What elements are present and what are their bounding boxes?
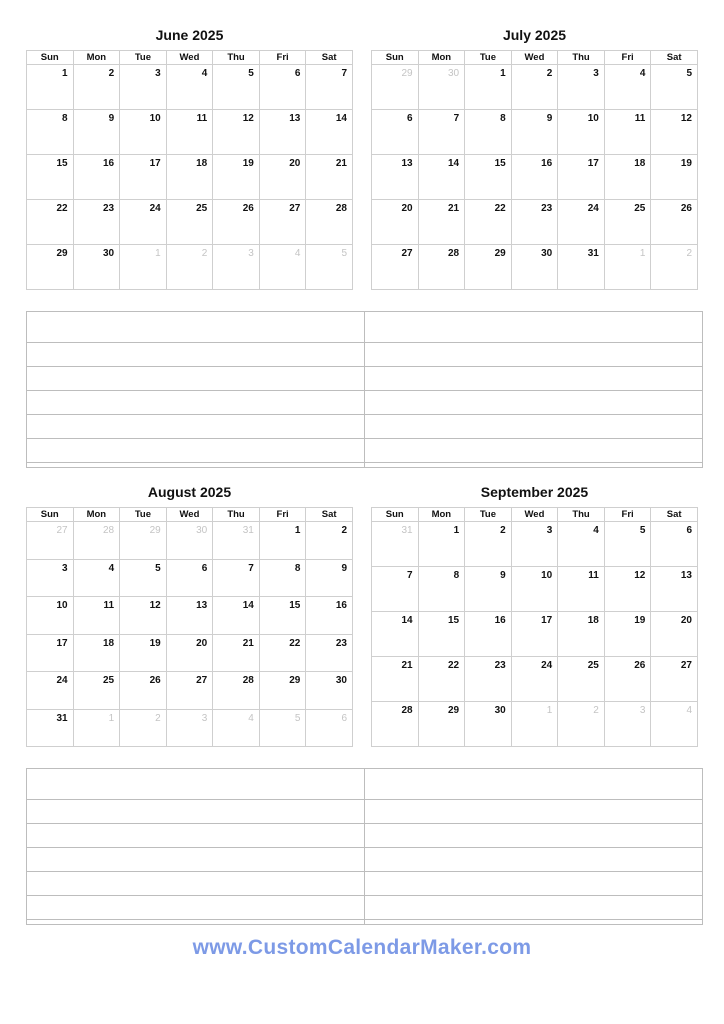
day-cell[interactable]: 27 [651, 657, 698, 702]
day-cell[interactable]: 18 [604, 155, 651, 200]
day-cell[interactable]: 25 [166, 200, 213, 245]
week-row [372, 155, 698, 200]
notes-line[interactable] [364, 367, 702, 390]
day-cell[interactable]: 7 [372, 567, 419, 612]
weekday-header: Sat [306, 508, 353, 522]
day-cell-adjacent-month[interactable]: 5 [306, 245, 353, 290]
day-cell[interactable]: 19 [651, 155, 698, 200]
day-cell[interactable]: 10 [511, 567, 558, 612]
day-cell-adjacent-month[interactable]: 6 [306, 709, 353, 747]
weekday-header: Sat [306, 51, 353, 65]
day-cell[interactable]: 21 [418, 200, 465, 245]
weekday-header: Wed [511, 51, 558, 65]
day-cell-adjacent-month[interactable]: 30 [418, 65, 465, 110]
day-cell[interactable]: 13 [259, 110, 306, 155]
day-cell[interactable]: 26 [604, 657, 651, 702]
month-grid [371, 507, 698, 747]
calendar-july [371, 24, 698, 290]
week-row [27, 597, 353, 635]
week-row [27, 559, 353, 597]
month-title: August 2025 [147, 484, 232, 500]
notes-line[interactable] [27, 824, 364, 847]
notes-area-top [26, 311, 703, 468]
week-row [372, 110, 698, 155]
week-row [27, 709, 353, 747]
weekday-header: Sun [27, 508, 74, 522]
day-cell[interactable]: 21 [213, 634, 260, 672]
day-cell[interactable]: 20 [651, 612, 698, 657]
month-title: July 2025 [502, 27, 567, 43]
week-row [372, 702, 698, 747]
week-row [27, 522, 353, 560]
day-cell[interactable]: 28 [306, 200, 353, 245]
day-cell[interactable]: 9 [511, 110, 558, 155]
weekday-header: Wed [166, 51, 213, 65]
day-cell[interactable]: 6 [166, 559, 213, 597]
day-cell[interactable]: 19 [213, 155, 260, 200]
day-cell[interactable]: 13 [372, 155, 419, 200]
day-cell[interactable]: 29 [418, 702, 465, 747]
day-cell[interactable]: 28 [418, 245, 465, 290]
notes-line[interactable] [27, 367, 364, 390]
day-cell[interactable]: 14 [213, 597, 260, 635]
weekday-header: Wed [166, 508, 213, 522]
notes-line[interactable] [364, 920, 702, 924]
day-cell[interactable]: 30 [73, 245, 120, 290]
day-cell-adjacent-month[interactable]: 3 [604, 702, 651, 747]
week-row [372, 522, 698, 567]
weekday-header: Sun [27, 51, 74, 65]
day-cell[interactable]: 17 [27, 634, 74, 672]
week-row [372, 657, 698, 702]
day-cell[interactable]: 17 [558, 155, 605, 200]
weekday-header: Sun [372, 51, 419, 65]
week-row [372, 567, 698, 612]
day-cell[interactable]: 23 [511, 200, 558, 245]
day-cell[interactable]: 16 [73, 155, 120, 200]
day-cell[interactable]: 27 [372, 245, 419, 290]
week-row [27, 65, 353, 110]
notes-line[interactable] [364, 824, 702, 847]
calendar-september [371, 481, 698, 747]
day-cell[interactable]: 7 [213, 559, 260, 597]
calendar-august [26, 481, 353, 747]
notes-line[interactable] [27, 343, 364, 366]
day-cell[interactable]: 11 [558, 567, 605, 612]
day-cell[interactable]: 28 [213, 672, 260, 710]
notes-line[interactable] [27, 896, 364, 919]
day-cell[interactable]: 23 [306, 634, 353, 672]
weekday-header: Wed [511, 508, 558, 522]
day-cell[interactable]: 15 [27, 155, 74, 200]
week-row [27, 634, 353, 672]
day-cell[interactable]: 19 [604, 612, 651, 657]
weekday-header: Fri [604, 51, 651, 65]
day-cell-adjacent-month[interactable]: 3 [213, 245, 260, 290]
day-cell-adjacent-month[interactable]: 1 [511, 702, 558, 747]
day-cell[interactable]: 17 [120, 155, 167, 200]
day-cell[interactable]: 26 [651, 200, 698, 245]
weekday-header: Mon [73, 51, 120, 65]
day-cell[interactable]: 9 [465, 567, 512, 612]
day-cell[interactable]: 2 [511, 65, 558, 110]
day-cell[interactable]: 26 [120, 672, 167, 710]
day-cell[interactable]: 3 [27, 559, 74, 597]
notes-line[interactable] [27, 769, 364, 799]
day-cell[interactable]: 15 [418, 612, 465, 657]
day-cell[interactable]: 23 [465, 657, 512, 702]
day-cell[interactable]: 24 [558, 200, 605, 245]
day-cell[interactable]: 1 [418, 522, 465, 567]
day-cell[interactable]: 15 [465, 155, 512, 200]
day-cell[interactable]: 4 [73, 559, 120, 597]
day-cell[interactable]: 5 [651, 65, 698, 110]
day-cell[interactable]: 2 [73, 65, 120, 110]
month-grid [371, 50, 698, 290]
week-row [372, 200, 698, 245]
weekday-header: Fri [259, 51, 306, 65]
notes-line[interactable] [27, 848, 364, 871]
day-cell[interactable]: 4 [604, 65, 651, 110]
day-cell[interactable]: 15 [259, 597, 306, 635]
weekday-header: Tue [120, 51, 167, 65]
weekday-header: Sat [651, 51, 698, 65]
day-cell[interactable]: 22 [465, 200, 512, 245]
day-cell[interactable]: 11 [166, 110, 213, 155]
day-cell-adjacent-month[interactable]: 2 [651, 245, 698, 290]
day-cell[interactable]: 12 [120, 597, 167, 635]
notes-line[interactable] [364, 896, 702, 919]
day-cell-adjacent-month[interactable]: 3 [166, 709, 213, 747]
weekday-header: Thu [558, 51, 605, 65]
week-row [27, 672, 353, 710]
day-cell[interactable]: 18 [73, 634, 120, 672]
day-cell[interactable]: 20 [259, 155, 306, 200]
day-cell-adjacent-month[interactable]: 4 [213, 709, 260, 747]
day-cell-adjacent-month[interactable]: 29 [120, 522, 167, 560]
day-cell[interactable]: 9 [306, 559, 353, 597]
day-cell[interactable]: 10 [120, 110, 167, 155]
notes-line[interactable] [27, 391, 364, 414]
weekday-header: Tue [465, 51, 512, 65]
day-cell[interactable]: 31 [27, 709, 74, 747]
weekday-header: Mon [418, 508, 465, 522]
day-cell-adjacent-month[interactable]: 4 [259, 245, 306, 290]
day-cell[interactable]: 21 [372, 657, 419, 702]
day-cell[interactable]: 30 [511, 245, 558, 290]
month-title: June 2025 [155, 27, 224, 43]
day-cell[interactable]: 4 [558, 522, 605, 567]
footer-website-link[interactable]: www.CustomCalendarMaker.com [192, 936, 532, 959]
day-cell[interactable]: 8 [418, 567, 465, 612]
day-cell[interactable]: 22 [418, 657, 465, 702]
notes-line[interactable] [364, 872, 702, 895]
day-cell-adjacent-month[interactable]: 2 [166, 245, 213, 290]
day-cell[interactable]: 20 [372, 200, 419, 245]
day-cell[interactable]: 1 [27, 65, 74, 110]
weekday-header: Thu [213, 508, 260, 522]
day-cell[interactable]: 11 [604, 110, 651, 155]
day-cell[interactable]: 10 [27, 597, 74, 635]
day-cell[interactable]: 7 [306, 65, 353, 110]
weekday-header: Fri [604, 508, 651, 522]
day-cell[interactable]: 5 [120, 559, 167, 597]
week-row [27, 155, 353, 200]
day-cell-adjacent-month[interactable]: 1 [120, 245, 167, 290]
weekday-header: Sat [651, 508, 698, 522]
day-cell[interactable]: 24 [511, 657, 558, 702]
weekday-header: Mon [418, 51, 465, 65]
day-cell-adjacent-month[interactable]: 31 [372, 522, 419, 567]
day-cell[interactable]: 2 [306, 522, 353, 560]
day-cell[interactable]: 13 [166, 597, 213, 635]
day-cell-adjacent-month[interactable]: 31 [213, 522, 260, 560]
weekday-header: Thu [213, 51, 260, 65]
day-cell[interactable]: 16 [306, 597, 353, 635]
day-cell[interactable]: 1 [465, 65, 512, 110]
weekday-header-row [27, 51, 353, 65]
day-cell[interactable]: 6 [259, 65, 306, 110]
day-cell[interactable]: 25 [558, 657, 605, 702]
day-cell[interactable]: 9 [73, 110, 120, 155]
notes-line[interactable] [27, 800, 364, 823]
day-cell[interactable]: 5 [213, 65, 260, 110]
notes-line[interactable] [27, 415, 364, 438]
weekday-header-row [372, 51, 698, 65]
day-cell-adjacent-month[interactable]: 2 [558, 702, 605, 747]
day-cell[interactable]: 22 [259, 634, 306, 672]
day-cell[interactable]: 28 [372, 702, 419, 747]
day-cell[interactable]: 20 [166, 634, 213, 672]
day-cell[interactable]: 29 [465, 245, 512, 290]
day-cell[interactable]: 21 [306, 155, 353, 200]
day-cell[interactable]: 7 [418, 110, 465, 155]
day-cell[interactable]: 16 [511, 155, 558, 200]
day-cell[interactable]: 3 [558, 65, 605, 110]
day-cell[interactable]: 3 [511, 522, 558, 567]
day-cell[interactable]: 22 [27, 200, 74, 245]
calendar-june [26, 24, 353, 290]
day-cell[interactable]: 26 [213, 200, 260, 245]
day-cell-adjacent-month[interactable]: 5 [259, 709, 306, 747]
notes-line[interactable] [364, 848, 702, 871]
day-cell[interactable]: 8 [465, 110, 512, 155]
day-cell-adjacent-month[interactable]: 1 [604, 245, 651, 290]
week-row [372, 65, 698, 110]
weekday-header-row [27, 508, 353, 522]
notes-line[interactable] [364, 800, 702, 823]
notes-line[interactable] [364, 415, 702, 438]
day-cell[interactable]: 29 [259, 672, 306, 710]
notes-area-bottom [26, 768, 703, 925]
day-cell[interactable]: 1 [259, 522, 306, 560]
day-cell[interactable]: 6 [372, 110, 419, 155]
day-cell[interactable]: 18 [558, 612, 605, 657]
day-cell[interactable]: 24 [120, 200, 167, 245]
day-cell[interactable]: 30 [465, 702, 512, 747]
weekday-header: Tue [465, 508, 512, 522]
day-cell[interactable]: 27 [259, 200, 306, 245]
notes-line[interactable] [27, 872, 364, 895]
notes-line[interactable] [364, 391, 702, 414]
day-cell[interactable]: 4 [166, 65, 213, 110]
day-cell[interactable]: 31 [558, 245, 605, 290]
day-cell[interactable]: 12 [213, 110, 260, 155]
day-cell[interactable]: 8 [27, 110, 74, 155]
day-cell[interactable]: 16 [465, 612, 512, 657]
day-cell-adjacent-month[interactable]: 28 [73, 522, 120, 560]
notes-line[interactable] [364, 312, 702, 342]
day-cell-adjacent-month[interactable]: 2 [120, 709, 167, 747]
day-cell[interactable]: 24 [27, 672, 74, 710]
day-cell[interactable]: 13 [651, 567, 698, 612]
day-cell[interactable]: 18 [166, 155, 213, 200]
day-cell[interactable]: 30 [306, 672, 353, 710]
day-cell[interactable]: 23 [73, 200, 120, 245]
day-cell[interactable]: 2 [465, 522, 512, 567]
month-grid [26, 50, 353, 290]
week-row [372, 245, 698, 290]
day-cell[interactable]: 12 [604, 567, 651, 612]
notes-line[interactable] [364, 463, 702, 467]
day-cell-adjacent-month[interactable]: 4 [651, 702, 698, 747]
week-row [372, 612, 698, 657]
notes-line[interactable] [27, 439, 364, 462]
day-cell[interactable]: 8 [259, 559, 306, 597]
week-row [27, 200, 353, 245]
month-grid [26, 507, 353, 747]
notes-line[interactable] [27, 463, 364, 467]
weekday-header: Thu [558, 508, 605, 522]
day-cell[interactable]: 17 [511, 612, 558, 657]
week-row [27, 110, 353, 155]
weekday-header: Mon [73, 508, 120, 522]
day-cell-adjacent-month[interactable]: 30 [166, 522, 213, 560]
notes-line[interactable] [27, 312, 364, 342]
day-cell[interactable]: 12 [651, 110, 698, 155]
weekday-header: Tue [120, 508, 167, 522]
day-cell-adjacent-month[interactable]: 29 [372, 65, 419, 110]
month-title: September 2025 [480, 484, 589, 500]
day-cell[interactable]: 25 [604, 200, 651, 245]
day-cell[interactable]: 3 [120, 65, 167, 110]
week-row [27, 245, 353, 290]
weekday-header-row [372, 508, 698, 522]
day-cell[interactable]: 5 [604, 522, 651, 567]
notes-line[interactable] [27, 920, 364, 924]
day-cell[interactable]: 14 [418, 155, 465, 200]
day-cell[interactable]: 14 [306, 110, 353, 155]
day-cell[interactable]: 11 [73, 597, 120, 635]
day-cell[interactable]: 29 [27, 245, 74, 290]
day-cell[interactable]: 14 [372, 612, 419, 657]
notes-line[interactable] [364, 343, 702, 366]
weekday-header: Fri [259, 508, 306, 522]
day-cell[interactable]: 10 [558, 110, 605, 155]
day-cell[interactable]: 27 [166, 672, 213, 710]
day-cell-adjacent-month[interactable]: 1 [73, 709, 120, 747]
day-cell[interactable]: 6 [651, 522, 698, 567]
day-cell[interactable]: 25 [73, 672, 120, 710]
notes-line[interactable] [364, 439, 702, 462]
weekday-header: Sun [372, 508, 419, 522]
day-cell[interactable]: 19 [120, 634, 167, 672]
notes-line[interactable] [364, 769, 702, 799]
day-cell-adjacent-month[interactable]: 27 [27, 522, 74, 560]
